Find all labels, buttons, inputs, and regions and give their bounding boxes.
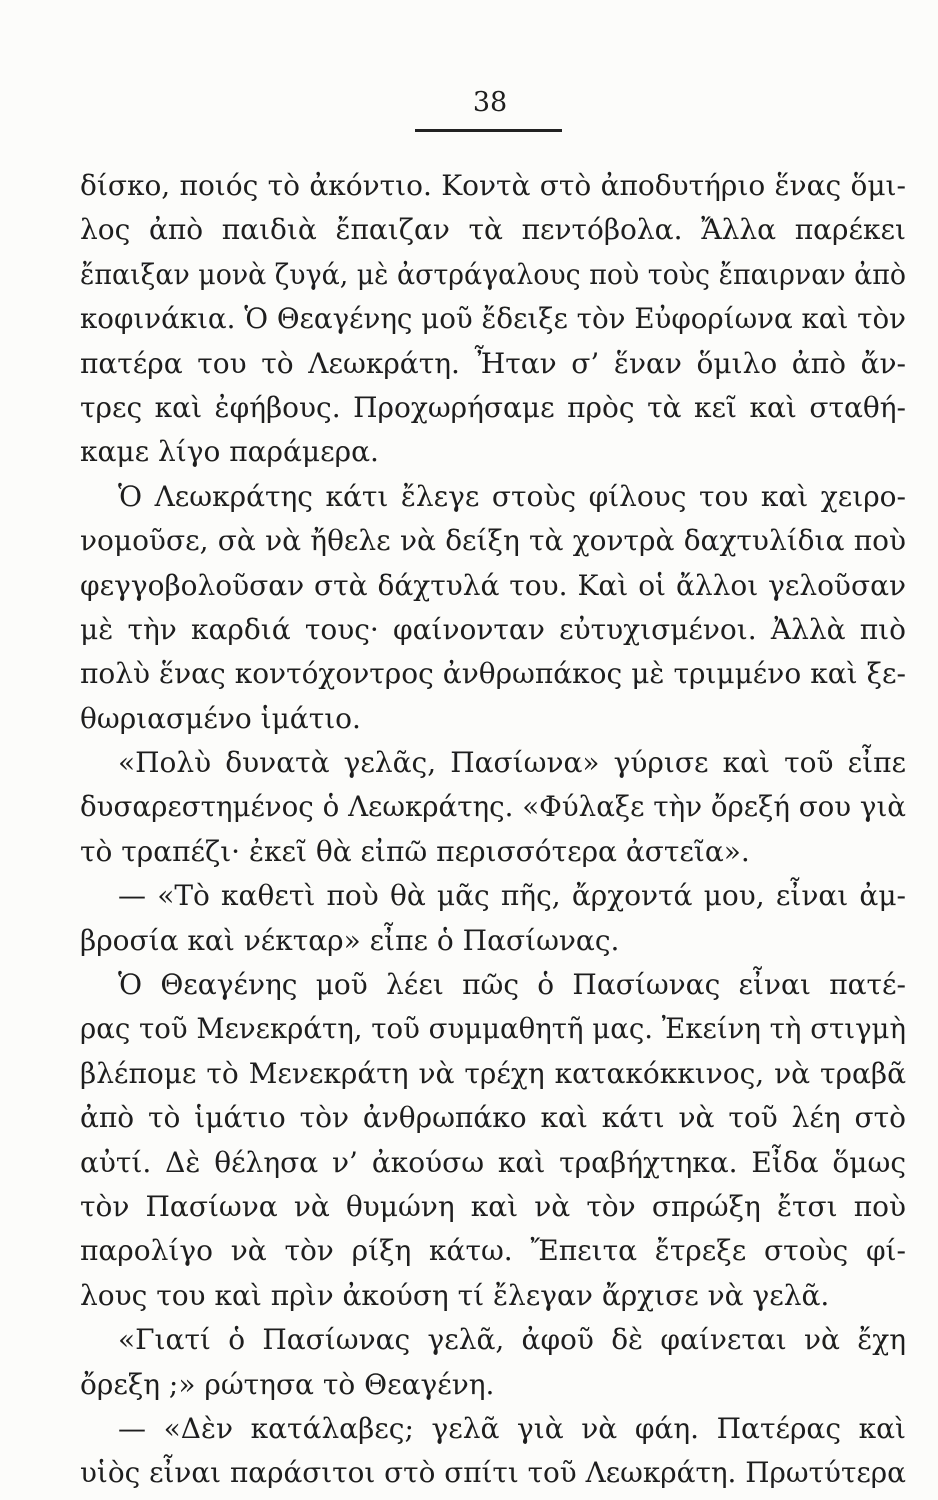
paragraph xyxy=(80,1407,906,1496)
text-line xyxy=(80,741,906,785)
page-number: 38 xyxy=(472,87,508,118)
text-line xyxy=(80,475,906,519)
text-line xyxy=(80,608,906,652)
line-text: αὐτί. Δὲ θέλησα ν’ ἀκούσω καὶ τραβήχτηκα. Εἶδα ὅμως xyxy=(80,1145,906,1179)
line-text: θωριασμένο ἱμάτιο. xyxy=(80,701,361,735)
text-line xyxy=(80,1052,906,1096)
text-line xyxy=(80,430,906,474)
text-line xyxy=(80,1451,906,1495)
text-line xyxy=(80,1318,906,1362)
line-text: βροσία καὶ νέκταρ» εἶπε ὁ Πασίωνας. xyxy=(80,923,620,957)
line-text: ὄρεξη ;» ρώτησα τὸ Θεαγένη. xyxy=(80,1367,495,1401)
line-text: τὸ τραπέζι· ἐκεῖ θὰ εἰπῶ περισσότερα ἀστεῖα». xyxy=(80,834,750,868)
line-text: πατέρα του τὸ Λεωκράτη. Ἦταν σ’ ἕναν ὅμιλο ἀπὸ ἄν- xyxy=(80,346,906,380)
paragraph xyxy=(80,164,906,475)
text-line xyxy=(80,297,906,341)
line-text: «Γιατί ὁ Πασίωνας γελᾶ, ἀφοῦ δὲ φαίνεται νὰ ἔχη xyxy=(118,1323,906,1357)
text-line xyxy=(80,1407,906,1451)
line-text: — «Δὲν κατάλαβες; γελᾶ γιὰ νὰ φάη. Πατέρας καὶ xyxy=(118,1411,906,1445)
paragraph xyxy=(80,475,906,741)
text-line xyxy=(80,1007,906,1051)
line-text: Ὁ Λεωκράτης κάτι ἔλεγε στοὺς φίλους του καὶ χειρο- xyxy=(118,479,906,513)
line-text: καμε λίγο παράμερα. xyxy=(80,435,379,469)
header-rule xyxy=(415,129,562,132)
text-line xyxy=(80,652,906,696)
line-text: ρας τοῦ Μενεκράτη, τοῦ συμμαθητῆ μας. Ἐκείνη τὴ στιγμὴ xyxy=(80,1012,906,1046)
line-text: «Πολὺ δυνατὰ γελᾶς, Πασίωνα» γύρισε καὶ τοῦ εἶπε xyxy=(118,746,906,780)
line-text: βλέπομε τὸ Μενεκράτη νὰ τρέχη κατακόκκινος, νὰ τραβᾶ xyxy=(80,1056,906,1090)
line-text: ἔπαιξαν μονὰ ζυγά, μὲ ἀστράγαλους ποὺ τοὺς ἔπαιρναν ἀπὸ xyxy=(80,257,906,291)
text-line xyxy=(80,919,906,963)
text-line xyxy=(80,164,906,208)
text-line xyxy=(80,1274,906,1318)
text-line xyxy=(80,564,906,608)
line-text: λος ἀπὸ παιδιὰ ἔπαιζαν τὰ πεντόβολα. Ἄλλα παρέκει xyxy=(80,213,906,247)
line-text: Ὁ Θεαγένης μοῦ λέει πῶς ὁ Πασίωνας εἶναι πατέ- xyxy=(118,968,906,1002)
text-line xyxy=(80,1141,906,1185)
paragraph xyxy=(80,963,906,1318)
text-line xyxy=(80,785,906,829)
text-line xyxy=(80,1185,906,1229)
line-text: κοφινάκια. Ὁ Θεαγένης μοῦ ἔδειξε τὸν Εὐφορίωνα καὶ τὸν xyxy=(80,302,906,336)
text-line xyxy=(80,208,906,252)
text-line xyxy=(80,1229,906,1273)
text-line xyxy=(80,874,906,918)
paragraph xyxy=(80,1318,906,1407)
text-line xyxy=(80,963,906,1007)
paragraph xyxy=(80,874,906,963)
text-line xyxy=(80,697,906,741)
line-text: υἱὸς εἶναι παράσιτοι στὸ σπίτι τοῦ Λεωκράτη. Πρωτύτερα xyxy=(80,1456,906,1490)
text-line xyxy=(80,830,906,874)
text-line xyxy=(80,519,906,563)
text-line xyxy=(80,253,906,297)
line-text: φεγγοβολοῦσαν στὰ δάχτυλά του. Καὶ οἱ ἄλλοι γελοῦσαν xyxy=(80,568,906,602)
line-text: δυσαρεστημένος ὁ Λεωκράτης. «Φύλαξε τὴν ὄρεξή σου γιὰ xyxy=(80,790,906,824)
text-line xyxy=(80,1363,906,1407)
line-text: μὲ τὴν καρδιά τους· φαίνονταν εὐτυχισμένοι. Ἀλλὰ πιὸ xyxy=(80,612,906,646)
line-text: νομοῦσε, σὰ νὰ ἤθελε νὰ δείξη τὰ χοντρὰ δαχτυλίδια ποὺ xyxy=(80,524,906,558)
paragraph xyxy=(80,741,906,874)
line-text: τρες καὶ ἐφήβους. Προχωρήσαμε πρὸς τὰ κεῖ καὶ σταθή- xyxy=(80,390,906,424)
line-text: λους του καὶ πρὶν ἀκούση τί ἔλεγαν ἄρχισε νὰ γελᾶ. xyxy=(80,1278,830,1312)
line-text: τὸν Πασίωνα νὰ θυμώνη καὶ νὰ τὸν σπρώξη ἔτσι ποὺ xyxy=(80,1189,906,1223)
line-text: παρολίγο νὰ τὸν ρίξη κάτω. Ἔπειτα ἔτρεξε στοὺς φί- xyxy=(80,1234,906,1268)
line-text: δίσκο, ποιός τὸ ἀκόντιο. Κοντὰ στὸ ἀποδυτήριο ἕνας ὅμι- xyxy=(80,169,906,202)
line-text: — «Τὸ καθετὶ ποὺ θὰ μᾶς πῆς, ἄρχοντά μου, εἶναι ἀμ- xyxy=(118,879,906,913)
line-text: πολὺ ἕνας κοντόχοντρος ἀνθρωπάκος μὲ τριμμένο καὶ ξε- xyxy=(80,657,906,691)
line-text: ἀπὸ τὸ ἱμάτιο τὸν ἀνθρωπάκο καὶ κάτι νὰ τοῦ λέη στὸ xyxy=(80,1101,906,1135)
text-line xyxy=(80,342,906,386)
text-line xyxy=(80,1096,906,1140)
text-line xyxy=(80,386,906,430)
body-text xyxy=(80,164,906,1496)
